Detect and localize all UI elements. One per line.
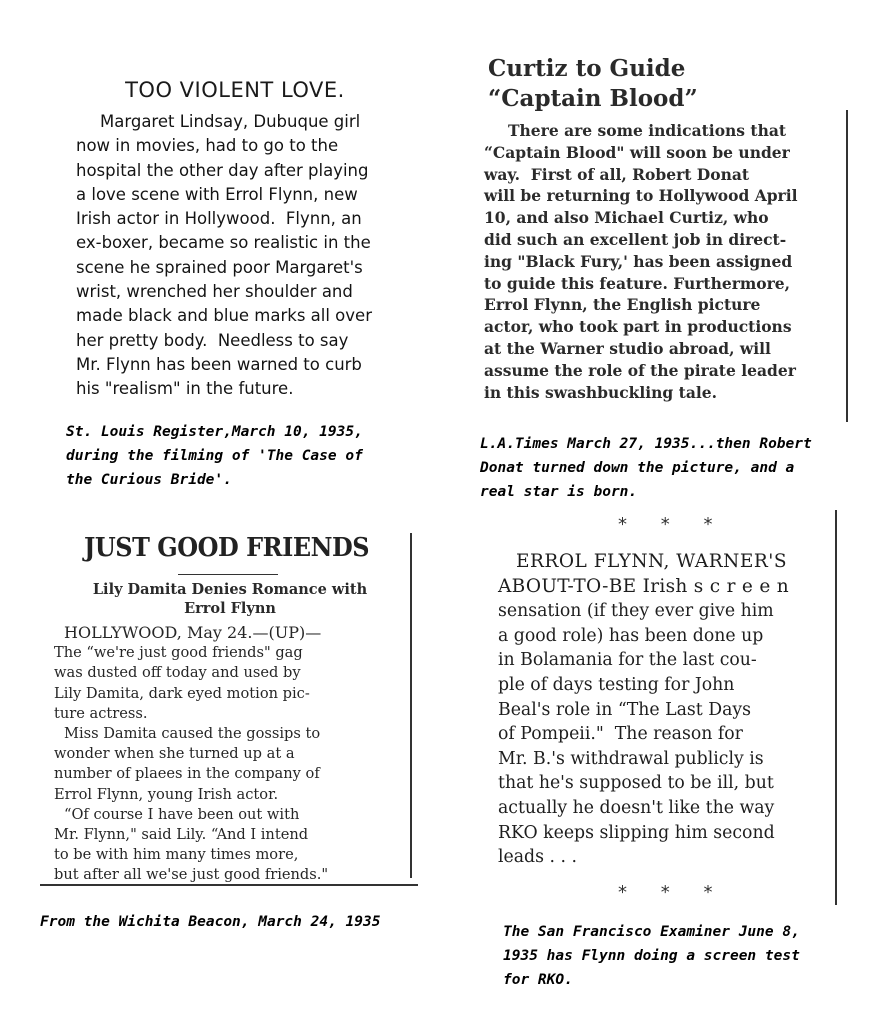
clipping-body — [484, 120, 798, 403]
body-line: way. First of all, Robert Donat — [484, 164, 750, 184]
body-line: at the Warner studio abroad, will — [484, 338, 771, 358]
body-line: ture actress. — [54, 704, 148, 722]
subhead-line: Lily Damita Denies Romance with — [92, 581, 368, 598]
bottom-rule — [40, 884, 418, 886]
body-line: ex-boxer, became so realistic in the — [76, 233, 371, 253]
body-line: actually he doesn't like the way — [498, 797, 775, 818]
clipping-just-good-friends — [40, 525, 420, 890]
body-line: Mr. B.'s withdrawal publicly is — [498, 748, 764, 769]
headline-line: Curtiz to Guide — [488, 55, 686, 82]
body-line: ERROL FLYNN, WARNER'S — [516, 551, 788, 572]
body-line: ing "Black Fury,' has been assigned — [484, 251, 793, 271]
body-line: “Captain Blood" will soon be under — [484, 142, 790, 162]
body-line: Lily Damita, dark eyed motion pic- — [54, 684, 310, 702]
body-line: but after all we'se just good friends." — [54, 866, 329, 884]
body-line: was dusted off today and used by — [54, 664, 301, 682]
body-line: sensation (if they ever give him — [498, 601, 774, 622]
body-line: ple of days testing for John — [498, 674, 735, 695]
body-line: to be with him many times more, — [54, 846, 299, 864]
clipping-subhead — [52, 580, 408, 618]
body-line: There are some indications that — [508, 121, 787, 140]
star-separator: * * * — [618, 882, 727, 903]
caption-line: 1935 has Flynn doing a screen test — [503, 948, 800, 964]
clipping-headline — [488, 54, 698, 114]
column-rule — [835, 510, 837, 905]
body-line: her pretty body. Needless to say — [76, 330, 349, 350]
body-line: 10, and also Michael Curtiz, who — [484, 208, 769, 228]
caption-line: The San Francisco Examiner June 8, — [503, 924, 800, 940]
caption-line: real star is born. — [480, 484, 638, 500]
body-line: Errol Flynn, the English picture — [484, 295, 761, 315]
body-line: Irish actor in Hollywood. Flynn, an — [76, 209, 362, 229]
caption-st-louis-register — [66, 420, 363, 492]
caption-line: during the filming of 'The Case of — [66, 448, 363, 464]
caption-line: St. Louis Register,March 10, 1935, — [66, 424, 363, 440]
body-line: a love scene with Errol Flynn, new — [76, 184, 358, 204]
body-line: Margaret Lindsay, Dubuque girl — [100, 112, 361, 131]
subhead-line: Errol Flynn — [184, 600, 276, 617]
caption-line: the Curious Bride'. — [66, 472, 232, 488]
headline-line: “Captain Blood” — [488, 85, 698, 112]
body-line: now in movies, had to go to the — [76, 136, 339, 156]
clipping-body — [54, 623, 328, 886]
body-line: Errol Flynn, young Irish actor. — [54, 785, 279, 803]
body-line: ABOUT-TO-BE Irish s c r e e n — [498, 575, 789, 597]
clipping-headline: JUST GOOD FRIENDS — [84, 533, 370, 563]
clipping-headline: TOO VIOLENT LOVE. — [125, 78, 345, 102]
body-line: made black and blue marks all over — [76, 306, 372, 326]
body-line: in Bolamania for the last cou- — [498, 650, 757, 671]
body-line: his "realism" in the future. — [76, 379, 294, 399]
clipping-body — [76, 110, 416, 402]
body-line: wonder when she turned up at a — [54, 745, 295, 763]
headline-rule — [178, 574, 278, 575]
clipping-too-violent-love — [60, 70, 420, 420]
caption-line: Donat turned down the picture, and a — [480, 460, 795, 476]
body-line: number of plaees in the company of — [54, 765, 320, 783]
column-rule — [410, 533, 412, 878]
clipping-errol-flynn-warners — [490, 510, 850, 905]
clipping-curtiz-captain-blood — [480, 50, 860, 425]
body-line: RKO keeps slipping him second — [498, 822, 775, 843]
body-line: Mr. Flynn," said Lily. “And I intend — [54, 826, 309, 844]
caption-line: for RKO. — [503, 972, 573, 988]
body-line: leads . . . — [498, 847, 577, 868]
body-line: The “we're just good friends" gag — [54, 644, 303, 662]
body-line: HOLLYWOOD, May 24.—(UP)— — [64, 623, 322, 642]
body-line: did such an excellent job in direct- — [484, 229, 787, 249]
body-line: hospital the other day after playing — [76, 160, 369, 180]
clipping-body — [498, 550, 789, 870]
body-line: wrist, wrenched her shoulder and — [76, 282, 353, 302]
body-line: a good role) has been done up — [498, 625, 764, 646]
star-separator: * * * — [618, 514, 727, 535]
caption-line: L.A.Times March 27, 1935...then Robert — [480, 436, 812, 452]
body-line: that he's supposed to be ill, but — [498, 773, 774, 794]
body-line: “Of course I have been out with — [64, 805, 300, 823]
body-line: in this swashbuckling tale. — [484, 382, 718, 402]
caption-la-times — [480, 432, 812, 504]
body-line: of Pompeii." The reason for — [498, 724, 743, 745]
body-line: scene he sprained poor Margaret's — [76, 257, 363, 277]
caption-wichita-beacon: From the Wichita Beacon, March 24, 1935 — [40, 914, 381, 930]
body-line: assume the role of the pirate leader — [484, 360, 796, 380]
body-line: Mr. Flynn has been warned to curb — [76, 354, 362, 374]
caption-sf-examiner — [503, 920, 800, 992]
column-rule — [846, 110, 848, 422]
body-line: to guide this feature. Furthermore, — [484, 273, 791, 293]
body-line: actor, who took part in productions — [484, 317, 792, 337]
body-line: will be returning to Hollywood April — [484, 186, 798, 206]
body-line: Beal's role in “The Last Days — [498, 699, 752, 720]
body-line: Miss Damita caused the gossips to — [64, 725, 321, 743]
